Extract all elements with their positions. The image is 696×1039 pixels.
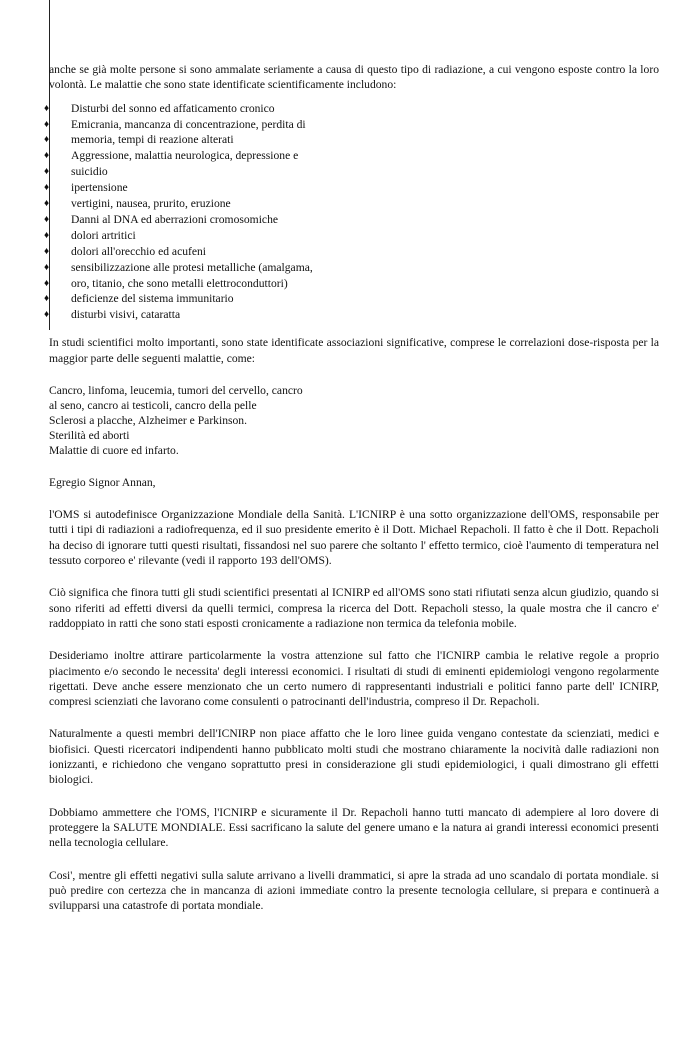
studies-paragraph: In studi scientifici molto importanti, sono state identificate associazioni significative, comprese le correlazioni dose-risposta per la maggior parte delle seguenti malattie, come: [49,336,659,365]
body-paragraph: Dobbiamo ammettere che l'OMS, l'ICNIRP e sicuramente il Dr. Repacholi hanno tutti mancato di adempiere al loro dovere di proteggere la SALUTE MONDIALE. Essi sacrificano la salute del genere umano e la natura ai grandi interessi economici presenti nella tecnologia cellulare. [49,805,659,850]
list-item: Sclerosi a placche, Alzheimer e Parkinson. [49,413,247,427]
list-item: Malattie di cuore ed infarto. [49,443,179,457]
list-item: ♦ dolori artritici [71,228,659,244]
intro-paragraph: anche se già molte persone si sono ammalate seriamente a causa di questo tipo di radiazione, a cui vengono esposte contro la loro volontà. Le malattie che sono state identificate scientificamente includono: [49,63,659,92]
list-item: Cancro, linfoma, leucemia, tumori del cervello, cancro [49,383,303,397]
list-item: ♦ oro, titanio, che sono metalli elettroconduttori) [71,276,659,292]
list-item: ♦ disturbi visivi, cataratta [71,307,659,323]
list-item: ♦ Emicrania, mancanza di concentrazione, perdita di [71,117,659,133]
salutation: Egregio Signor Annan, [49,475,156,489]
list-item: ♦ sensibilizzazione alle protesi metalliche (amalgama, [71,260,659,276]
illness-list [49,101,659,324]
list-item: ♦ memoria, tempi di reazione alterati [71,132,659,148]
body-paragraph: Naturalmente a questi membri dell'ICNIRP non piace affatto che le loro linee guida vengano contestate da scienziati, medici e biofisici. Questi ricercatori indipendenti hanno pubblicato molti studi che mostrano chiaramente la nocività dalle radiazioni non ionizzanti, e richiedono che vengano soprattutto presi in considerazione gli studi epidemiologici, i quali dimostrano gli effetti biologici. [49,727,659,787]
list-item: ♦ vertigini, nausea, prurito, eruzione [71,196,659,212]
list-item: ♦ Disturbi del sonno ed affaticamento cronico [71,101,659,117]
body-paragraph: Cosi', mentre gli effetti negativi sulla salute arrivano a livelli drammatici, si apre la strada ad uno scandalo di portata mondiale. si può predire con certezza che in mancanza di azioni immediate contro la presente tecnologia cellulare, si prepara e continuerà a svilupparsi una catastrofe di portata mondiale. [49,868,659,913]
list-item: ♦ ipertensione [71,180,659,196]
list-item: ♦ deficienze del sistema immunitario [71,291,659,307]
list-item: ♦ suicidio [71,164,659,180]
list-item: ♦ Aggressione, malattia neurologica, depressione e [71,148,659,164]
disease-list [49,383,659,458]
body-paragraph: l'OMS si autodefinisce Organizzazione Mondiale della Sanità. L'ICNIRP è una sotto organizzazione dell'OMS, responsabile per tutti i tipi di radiazioni a radiofrequenza, ed il suo presidente emerito è il Dott. Michael Repacholi. Il fatto è che il Dott. Repacholi ha deciso di ignorare tutti questi risultati, fissandosi nel suo parere che soltanto l' effetto termico, cioè l'aumento di temperatura nel tessuto corporeo e' rilevante (vedi il rapporto 193 dell'OMS). [49,508,659,568]
list-item: ♦ dolori all'orecchio ed acufeni [71,244,659,260]
list-item: Sterilità ed aborti [49,428,130,442]
body-paragraph: Desideriamo inoltre attirare particolarmente la vostra attenzione sul fatto che l'ICNIRP cambia le relative regole a proprio piacimento e/o secondo le necessita' degli interessi economici. I risultati di studi di eminenti epidemiologi vengono regolarmente rigettati. Deve anche essere menzionato che un certo numero di rappresentanti industriali e politici fanno parte dell' ICNIRP, compresi scienziati che lavorano come consulenti o patrocinanti dell'industria, compreso il Dr. Repacholi. [49,649,659,709]
body-paragraph: Ciò significa che finora tutti gli studi scientifici presentati al ICNIRP ed all'OMS sono stati rifiutati senza alcun giudizio, quando si sono riferiti ad effetti diversi da quelli termici, compresa la ricerca del Dott. Repacholi stesso, la quale mostra che il cancro e' raddoppiato in ratti che sono stati esposti cronicamente a radiazione non termica da telefonia mobile. [49,586,659,630]
list-item: al seno, cancro ai testicoli, cancro della pelle [49,398,257,412]
list-item: ♦ Danni al DNA ed aberrazioni cromosomiche [71,212,659,228]
letter-body [49,62,659,913]
